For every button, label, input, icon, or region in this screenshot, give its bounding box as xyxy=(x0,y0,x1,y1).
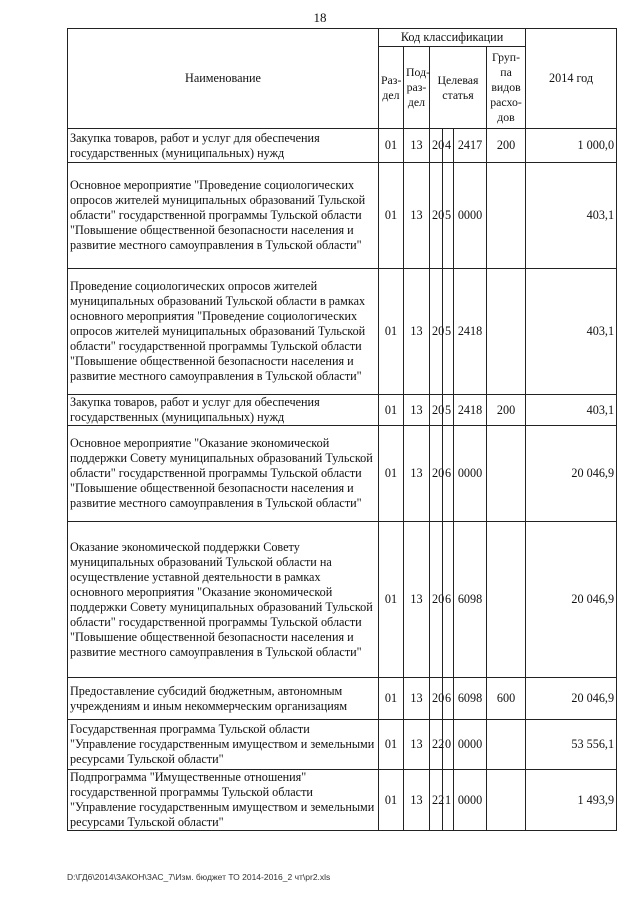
row-target-code: 2418 xyxy=(454,395,487,426)
header-target-article: Целевая статья xyxy=(430,47,487,129)
row-target-subprogram: 6 xyxy=(443,426,454,522)
row-section: 01 xyxy=(379,678,404,720)
row-target-program: 20 xyxy=(430,522,443,678)
row-target-subprogram: 5 xyxy=(443,395,454,426)
row-name: Проведение социологических опросов жителей муниципальных образований Тульской области в рамках основного мероприятия "Проведение социологических опросов жителей муниципальных образований Тульской области" государственной программы Тульской области "Повышение общественной безопасности населения и развитие местного самоуправления в Тульской области" xyxy=(68,269,379,395)
row-expense-group: 200 xyxy=(487,395,526,426)
row-subsection: 13 xyxy=(404,522,430,678)
row-subsection: 13 xyxy=(404,163,430,269)
row-name: Закупка товаров, работ и услуг для обеспечения государственных (муниципальных) нужд xyxy=(68,129,379,163)
row-target-subprogram: 4 xyxy=(443,129,454,163)
row-target-program: 20 xyxy=(430,395,443,426)
row-target-subprogram: 0 xyxy=(443,720,454,770)
row-expense-group xyxy=(487,269,526,395)
row-section: 01 xyxy=(379,163,404,269)
row-expense-group xyxy=(487,522,526,678)
header-subsection: Под-раз-дел xyxy=(404,47,430,129)
row-expense-group xyxy=(487,163,526,269)
row-amount: 403,1 xyxy=(526,269,617,395)
row-expense-group xyxy=(487,720,526,770)
row-subsection: 13 xyxy=(404,269,430,395)
row-amount: 1 000,0 xyxy=(526,129,617,163)
table-row xyxy=(68,129,617,163)
row-name: Оказание экономической поддержки Совету муниципальных образований Тульской области на осуществление уставной деятельности в рамках основного мероприятия "Оказание экономической поддержки Совету муниципальных образований Тульской области" государственной программы Тульской области "Повышение общественной безопасности населения и развитие местного самоуправления в Тульской области" xyxy=(68,522,379,678)
row-amount: 20 046,9 xyxy=(526,678,617,720)
header-expense-group: Груп-па видов расхо-дов xyxy=(487,47,526,129)
row-amount: 1 493,9 xyxy=(526,770,617,831)
row-target-program: 20 xyxy=(430,269,443,395)
row-section: 01 xyxy=(379,426,404,522)
row-target-code: 6098 xyxy=(454,678,487,720)
row-section: 01 xyxy=(379,720,404,770)
row-subsection: 13 xyxy=(404,395,430,426)
row-amount: 403,1 xyxy=(526,163,617,269)
row-target-code: 0000 xyxy=(454,426,487,522)
row-name: Государственная программа Тульской области "Управление государственным имуществом и земельными ресурсами Тульской области" xyxy=(68,720,379,770)
row-amount: 53 556,1 xyxy=(526,720,617,770)
header-name: Наименование xyxy=(68,29,379,129)
row-section: 01 xyxy=(379,522,404,678)
row-target-program: 20 xyxy=(430,678,443,720)
row-target-subprogram: 1 xyxy=(443,770,454,831)
row-target-program: 20 xyxy=(430,163,443,269)
row-amount: 20 046,9 xyxy=(526,426,617,522)
row-section: 01 xyxy=(379,395,404,426)
row-section: 01 xyxy=(379,269,404,395)
table-row xyxy=(68,770,617,831)
table-row xyxy=(68,522,617,678)
table-row xyxy=(68,678,617,720)
row-subsection: 13 xyxy=(404,129,430,163)
table-row xyxy=(68,720,617,770)
row-name: Предоставление субсидий бюджетным, автономным учреждениям и иным некоммерческим организациям xyxy=(68,678,379,720)
row-section: 01 xyxy=(379,770,404,831)
row-name: Основное мероприятие "Проведение социологических опросов жителей муниципальных образований Тульской области" государственной программы Тульской области "Повышение общественной безопасности населения и развитие местного самоуправления в Тульской области" xyxy=(68,163,379,269)
row-target-code: 0000 xyxy=(454,163,487,269)
row-name: Подпрограмма "Имущественные отношения" государственной программы Тульской области "Управление государственным имуществом и земельными ресурсами Тульской области" xyxy=(68,770,379,831)
header-section: Раз-дел xyxy=(379,47,404,129)
budget-table xyxy=(67,28,617,831)
row-target-subprogram: 5 xyxy=(443,269,454,395)
row-target-code: 2417 xyxy=(454,129,487,163)
row-target-code: 0000 xyxy=(454,720,487,770)
row-target-program: 22 xyxy=(430,720,443,770)
row-target-program: 20 xyxy=(430,129,443,163)
row-expense-group xyxy=(487,426,526,522)
footer-file-path: D:\ГД6\2014\ЗАКОН\ЗАС_7\Изм. бюджет ТО 2014-2016_2 чт\pr2.xls xyxy=(67,872,331,882)
header-code-classification: Код классификации xyxy=(379,29,526,47)
row-expense-group xyxy=(487,770,526,831)
row-target-subprogram: 5 xyxy=(443,163,454,269)
row-subsection: 13 xyxy=(404,678,430,720)
row-subsection: 13 xyxy=(404,770,430,831)
row-target-code: 0000 xyxy=(454,770,487,831)
row-expense-group: 600 xyxy=(487,678,526,720)
table-row xyxy=(68,395,617,426)
page-number: 18 xyxy=(313,10,327,25)
row-expense-group: 200 xyxy=(487,129,526,163)
row-name: Основное мероприятие "Оказание экономической поддержки Совету муниципальных образований Тульской области" государственной программы Тульской области "Повышение общественной безопасности населения и развитие местного самоуправления в Тульской области" xyxy=(68,426,379,522)
table-row xyxy=(68,426,617,522)
row-subsection: 13 xyxy=(404,426,430,522)
row-amount: 20 046,9 xyxy=(526,522,617,678)
row-amount: 403,1 xyxy=(526,395,617,426)
row-target-program: 22 xyxy=(430,770,443,831)
row-name: Закупка товаров, работ и услуг для обеспечения государственных (муниципальных) нужд xyxy=(68,395,379,426)
table-row xyxy=(68,269,617,395)
row-target-subprogram: 6 xyxy=(443,522,454,678)
row-subsection: 13 xyxy=(404,720,430,770)
row-target-code: 6098 xyxy=(454,522,487,678)
header-year: 2014 год xyxy=(526,29,617,129)
row-section: 01 xyxy=(379,129,404,163)
row-target-subprogram: 6 xyxy=(443,678,454,720)
row-target-code: 2418 xyxy=(454,269,487,395)
row-target-program: 20 xyxy=(430,426,443,522)
table-row xyxy=(68,163,617,269)
